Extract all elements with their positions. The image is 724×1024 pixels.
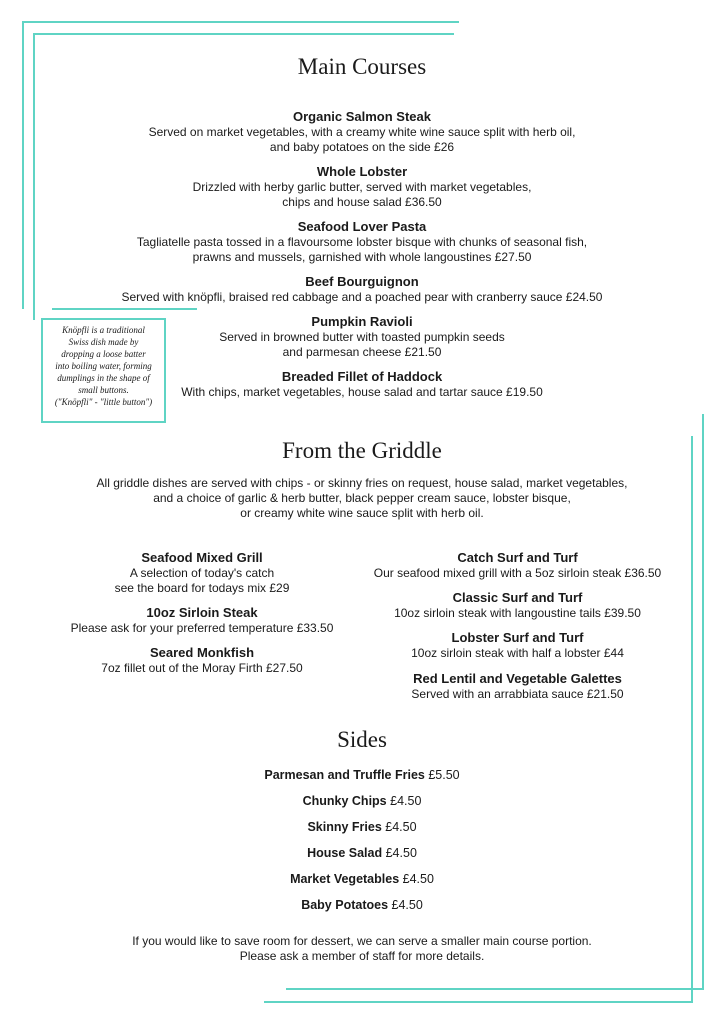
side-price: £4.50 [402, 872, 434, 886]
sides-title: Sides [337, 727, 387, 752]
dish-desc: Tagliatelle pasta tossed in a flavoursome lobster bisque with chunks of seasonal fish, [136, 235, 588, 249]
dish-desc: A selection of today's catch [129, 566, 275, 580]
side-price: £5.50 [428, 768, 460, 782]
dish-desc: Served on market vegetables, with a creamy white wine sauce split with herb oil, [148, 125, 576, 139]
side-price: £4.50 [390, 794, 422, 808]
frame-line-bottom-inner [286, 988, 704, 990]
side-item [0, 819, 724, 835]
note-line: Knöpfli is a traditional [62, 325, 145, 335]
griddle-classic-surf-turf [360, 589, 675, 621]
footer-note [0, 934, 724, 964]
griddle-galettes [360, 670, 675, 702]
main-courses-title: Main Courses [297, 54, 427, 79]
griddle-sirloin [52, 604, 352, 636]
frame-line-mid [52, 308, 197, 310]
footer-line: Please ask a member of staff for more details. [239, 949, 485, 963]
dish-name: Catch Surf and Turf [457, 550, 578, 565]
main-courses-section [0, 54, 724, 80]
dish-desc: Drizzled with herby garlic butter, served with market vegetables, [192, 180, 532, 194]
footer-line: If you would like to save room for dessert, we can serve a smaller main course portion. [132, 934, 592, 948]
griddle-section [0, 438, 724, 464]
dish-desc: With chips, market vegetables, house salad and tartar sauce £19.50 [181, 385, 543, 399]
dish-desc: prawns and mussels, garnished with whole langoustines £27.50 [192, 250, 532, 264]
side-name: Skinny Fries [307, 820, 382, 834]
side-item [0, 897, 724, 913]
dish-desc: Please ask for your preferred temperature £33.50 [70, 621, 334, 635]
dish-desc: 7oz fillet out of the Moray Firth £27.50 [101, 661, 303, 675]
griddle-intro [0, 476, 724, 521]
side-name: House Salad [307, 846, 383, 860]
side-price: £4.50 [385, 820, 417, 834]
dish-name: Seafood Lover Pasta [297, 219, 427, 234]
dish-desc: 10oz sirloin steak with half a lobster £44 [411, 646, 624, 660]
note-line: dumplings in the shape of [57, 373, 150, 383]
dish-name: Beef Bourguignon [305, 274, 419, 289]
griddle-monkfish [52, 644, 352, 676]
dish-name: Seafood Mixed Grill [141, 550, 263, 565]
side-name: Parmesan and Truffle Fries [264, 768, 425, 782]
side-name: Market Vegetables [290, 872, 400, 886]
dish-name: Breaded Fillet of Haddock [281, 369, 443, 384]
dish-name: Seared Monkfish [149, 645, 255, 660]
dish-desc: and baby potatoes on the side £26 [269, 140, 455, 154]
dish-name: Classic Surf and Turf [452, 590, 583, 605]
frame-line-top [22, 21, 459, 23]
note-line: ("Knöpfli" - "little button") [54, 397, 153, 407]
dish-name: Whole Lobster [316, 164, 408, 179]
griddle-catch-surf-turf [360, 549, 675, 581]
side-item [0, 767, 724, 783]
side-name: Baby Potatoes [301, 898, 389, 912]
note-line: dropping a loose batter [61, 349, 146, 359]
dish-name: Organic Salmon Steak [293, 109, 431, 124]
dish-seafood-pasta [0, 218, 724, 265]
dish-desc: chips and house salad £36.50 [282, 195, 442, 209]
dish-desc: Served with knöpfli, braised red cabbage and a poached pear with cranberry sauce £24.50 [121, 290, 603, 304]
dish-desc: 10oz sirloin steak with langoustine tails £39.50 [394, 606, 641, 620]
griddle-lobster-surf-turf [360, 629, 675, 661]
dish-name: Lobster Surf and Turf [451, 630, 584, 645]
dish-lobster [0, 163, 724, 210]
dish-beef [0, 273, 724, 305]
dish-name: Pumpkin Ravioli [311, 314, 413, 329]
intro-line: and a choice of garlic & herb butter, black pepper cream sauce, lobster bisque, [153, 491, 571, 505]
knopfli-note [41, 318, 166, 423]
frame-line-top-inner [33, 33, 454, 35]
dish-desc: Served with an arrabbiata sauce £21.50 [411, 687, 624, 701]
side-price: £4.50 [385, 846, 417, 860]
note-line: Swiss dish made by [68, 337, 139, 347]
griddle-mixed-grill [52, 549, 352, 596]
side-item [0, 845, 724, 861]
note-line: small buttons. [78, 385, 129, 395]
intro-line: All griddle dishes are served with chips - or skinny fries on request, house salad, market vegetables, [96, 476, 628, 490]
side-item [0, 793, 724, 809]
dish-name: 10oz Sirloin Steak [146, 605, 258, 620]
dish-desc: and parmesan cheese £21.50 [282, 345, 442, 359]
dish-desc: Our seafood mixed grill with a 5oz sirloin steak £36.50 [373, 566, 662, 580]
griddle-title: From the Griddle [282, 438, 442, 463]
side-name: Chunky Chips [302, 794, 387, 808]
side-price: £4.50 [391, 898, 423, 912]
note-line: into boiling water, forming [55, 361, 152, 371]
dish-desc: see the board for todays mix £29 [114, 581, 290, 595]
side-item [0, 871, 724, 887]
frame-line-bottom [264, 1001, 693, 1003]
dish-salmon [0, 108, 724, 155]
dish-name: Red Lentil and Vegetable Galettes [413, 671, 622, 686]
sides-section [0, 727, 724, 753]
dish-desc: Served in browned butter with toasted pumpkin seeds [219, 330, 505, 344]
intro-line: or creamy white wine sauce split with herb oil. [240, 506, 484, 520]
